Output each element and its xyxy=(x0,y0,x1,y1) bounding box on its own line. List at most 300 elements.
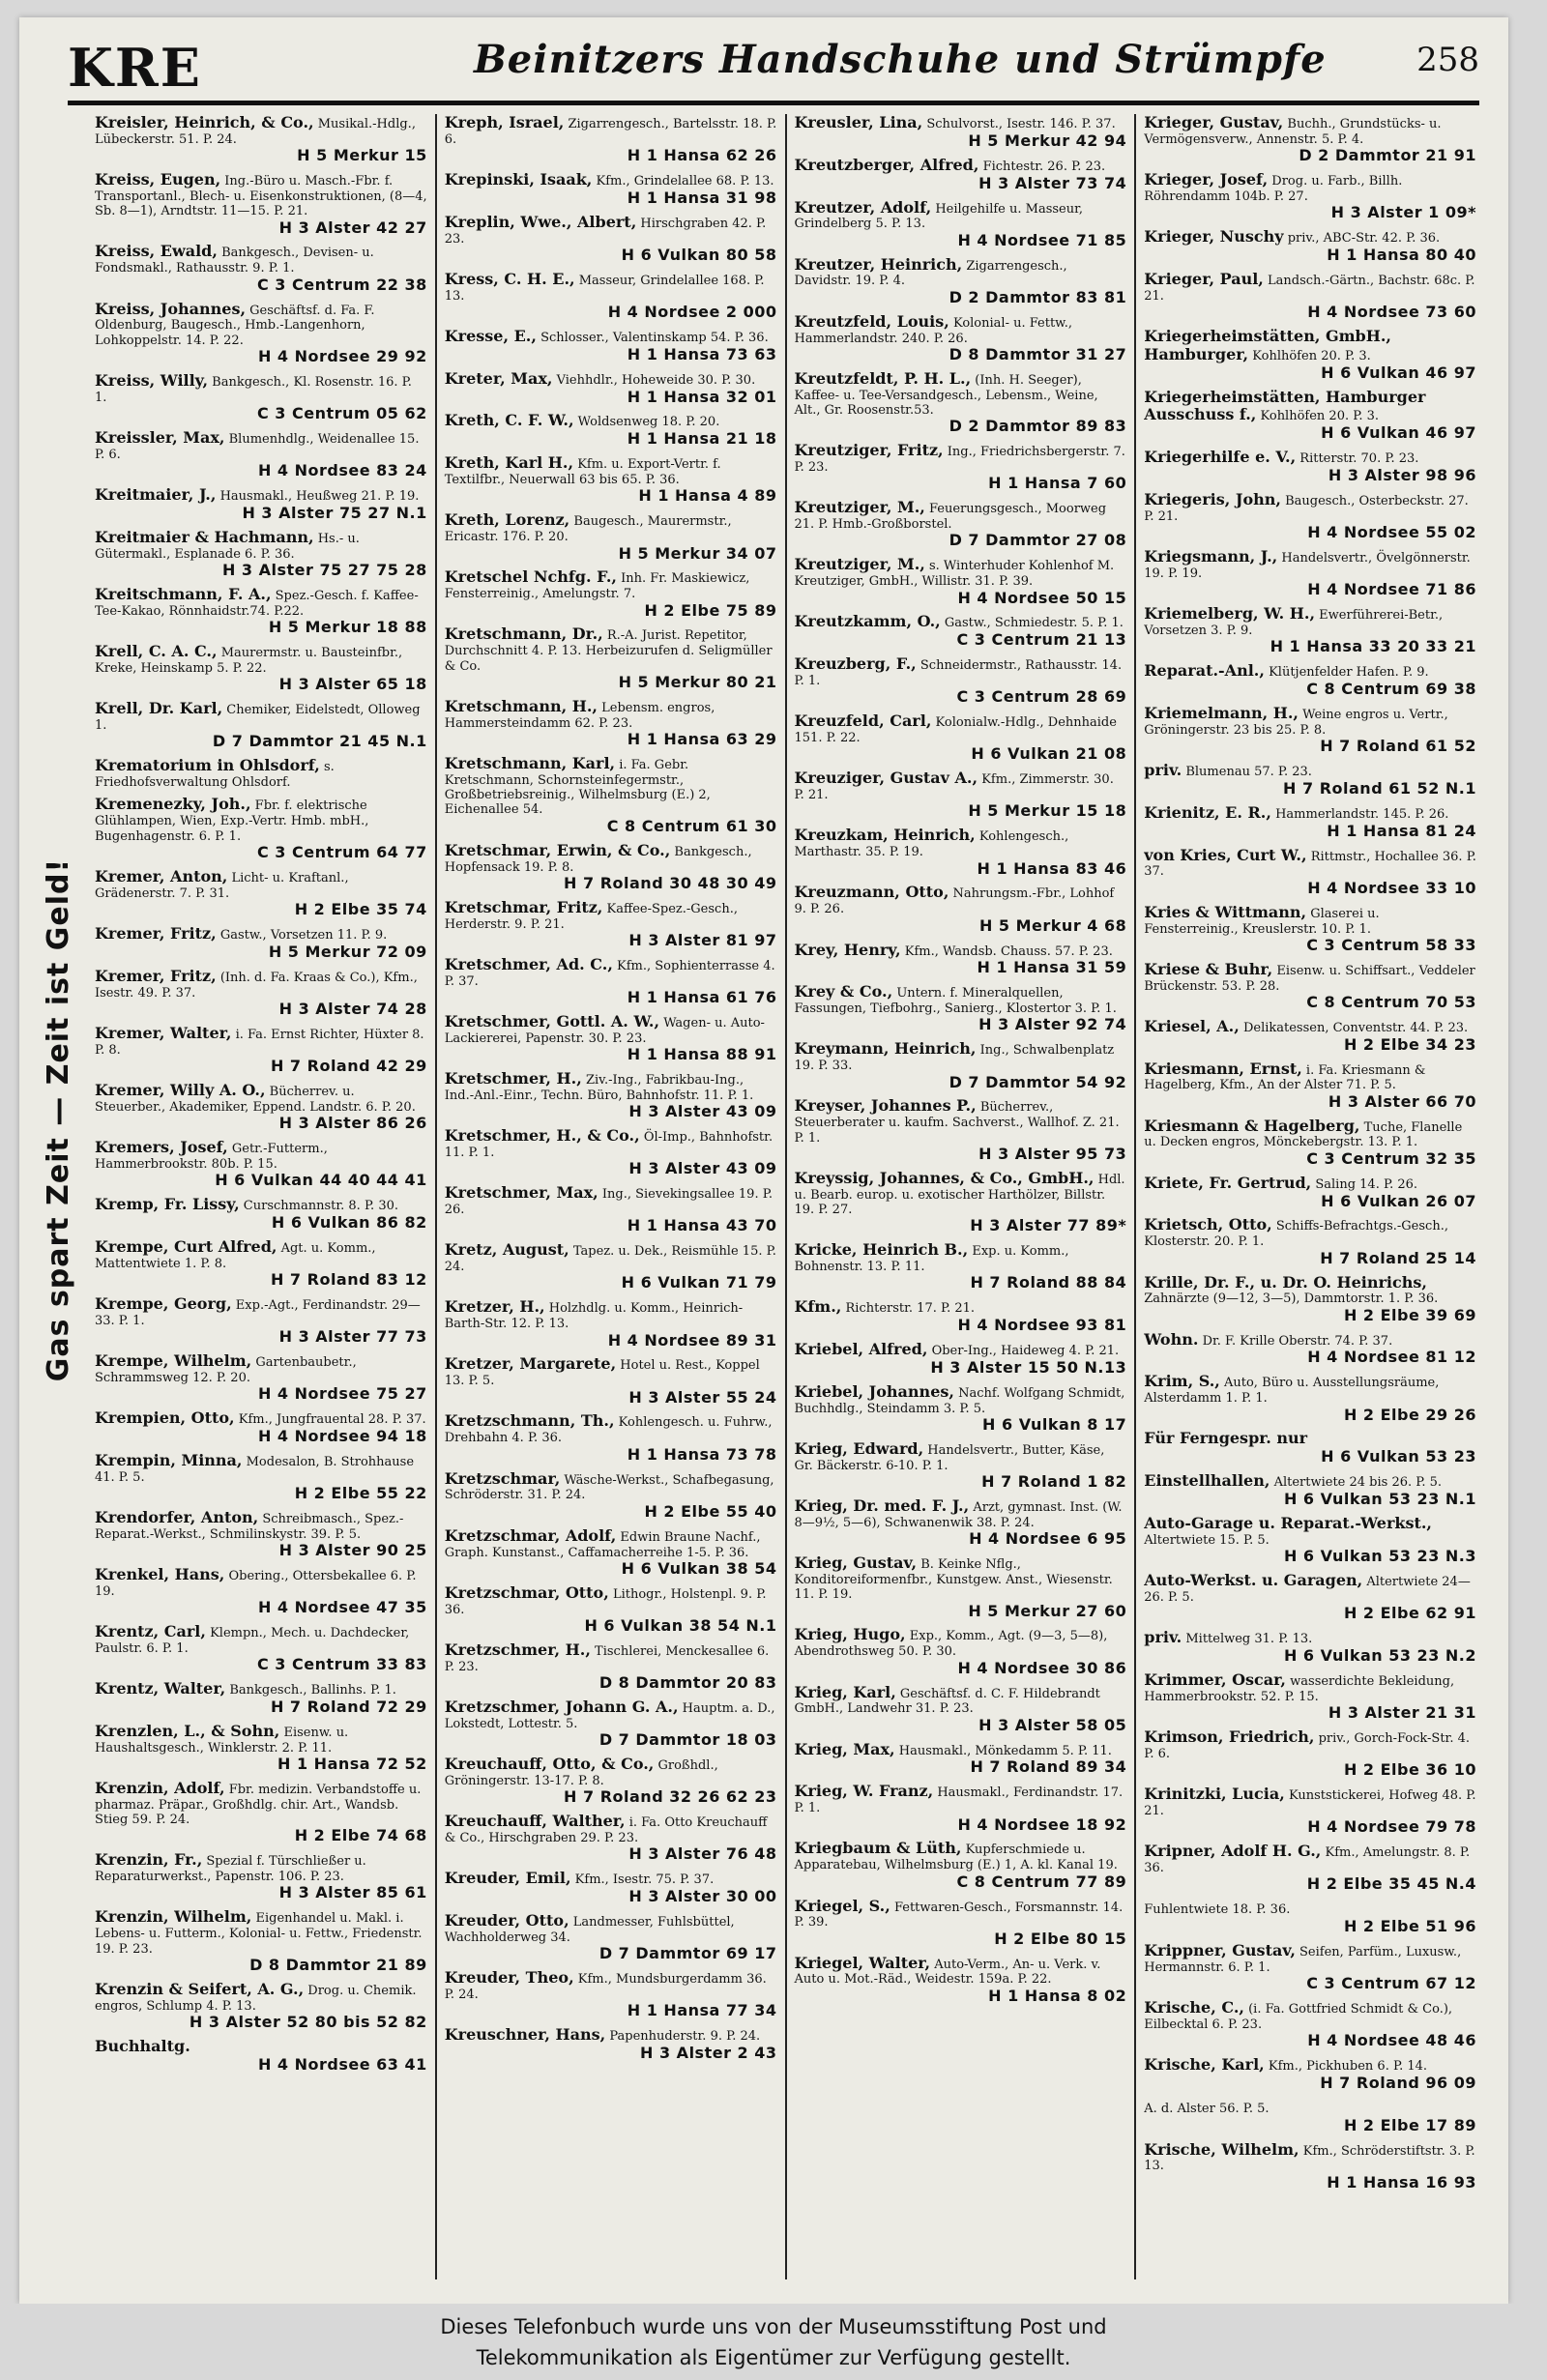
entry-description: Schulvorst., Isestr. 146. P. 37. xyxy=(926,117,1116,131)
listing-entry xyxy=(445,956,777,1007)
entry-name: Kreutziger, Fritz, xyxy=(794,441,944,460)
entry-description: i. Fa. Otto Kreuchauff & Co., Hirschgraben 29. P. 23. xyxy=(444,1815,768,1845)
listing-entry xyxy=(445,171,777,208)
listing-entry xyxy=(795,655,1127,707)
entry-description: Tischlerei, Menckesallee 6. P. 23. xyxy=(444,1643,770,1674)
entry-description: Kfm., Mundsburgerdamm 36. P. 24. xyxy=(444,1971,767,2002)
entry-name: Krieger, Gustav, xyxy=(1144,114,1284,131)
entry-name: Kreuchauff, Walther, xyxy=(444,1812,626,1831)
entry-phone: H 4 Nordsee 71 86 xyxy=(1307,580,1476,599)
entry-phone: H 3 Alster 21 31 xyxy=(1328,1703,1476,1723)
entry-description: Hirschgraben 42. P. 23. xyxy=(444,216,767,247)
entry-phone: H 7 Roland 72 29 xyxy=(270,1697,427,1716)
entry-description: Großhdl., Gröningerstr. 13-17. P. 8. xyxy=(444,1757,718,1788)
entry-description: Kfm., Isestr. 75. P. 37. xyxy=(574,1872,715,1888)
entry-name: Kretschmer, Ad. C., xyxy=(444,954,613,973)
entry-name: Kreuchauff, Otto, & Co., xyxy=(444,1754,655,1773)
entry-phone: H 1 Hansa 77 34 xyxy=(627,2001,777,2020)
listing-entry xyxy=(95,1509,427,1560)
entry-name: Krell, Dr. Karl, xyxy=(95,699,223,718)
listing-entry xyxy=(95,1981,427,2032)
entry-description: Nahrungsm.-Fbr., Lohhof 9. P. 26. xyxy=(794,886,1115,917)
entry-name: Krimmer, Oscar, xyxy=(1144,1669,1286,1689)
entry-phone: H 3 Alster 65 18 xyxy=(278,675,427,694)
entry-name: Kreth, Lorenz, xyxy=(444,510,570,530)
entry-description: Fbr. f. elektrische Glühlampen, Wien, Exp.-Vertr. Hmb. mbH., Bugenhagenstr. 6. P. 1. xyxy=(95,798,369,844)
listing-entry xyxy=(795,1898,1127,1949)
entry-name: Kremenezky, Joh., xyxy=(95,795,251,814)
entry-description: Hs.- u. Gütermakl., Esplanade 6. P. 36. xyxy=(95,531,360,562)
entry-name: Kriegerheimstätten, GmbH., Hamburger, xyxy=(1144,326,1391,363)
entry-phone: H 4 Nordsee 55 02 xyxy=(1307,523,1476,542)
entry-description: Lebensm. engros, Hammersteindamm 62. P. 23. xyxy=(444,700,715,731)
listing-entry xyxy=(95,643,427,694)
listing-entry xyxy=(95,1139,427,1190)
listing-entry xyxy=(795,983,1127,1034)
header-advertisement: Beinitzers Handschuhe und Strümpfe xyxy=(474,37,1327,82)
entry-phone: H 6 Vulkan 8 17 xyxy=(982,1415,1127,1435)
entry-phone: H 5 Merkur 15 xyxy=(297,146,427,165)
entry-name: Krenzin, Adolf, xyxy=(95,1778,225,1797)
entry-name: Kreuzfeld, Carl, xyxy=(794,711,932,731)
entry-name: Kriebel, Alfred, xyxy=(794,1340,928,1359)
listing-entry xyxy=(795,827,1127,878)
entry-name: Kretschmann, H., xyxy=(444,696,598,715)
listing-entry xyxy=(95,796,427,861)
entry-description: Dr. F. Krille Oberstr. 74. P. 37. xyxy=(1202,1333,1393,1349)
entry-phone: H 4 Nordsee 6 95 xyxy=(969,1529,1127,1549)
entry-name: priv. xyxy=(1144,1628,1182,1647)
listing-entry xyxy=(1144,548,1476,599)
entry-phone: H 5 Merkur 34 07 xyxy=(618,543,777,563)
entry-description: Saling 14. P. 26. xyxy=(1315,1176,1418,1192)
entry-name: Kresse, E., xyxy=(444,326,537,345)
listing-entry xyxy=(95,486,427,523)
entry-name: Krempe, Curt Alfred, xyxy=(95,1236,277,1256)
entry-name: Kretzer, Margarete, xyxy=(444,1354,617,1374)
entry-description: Kupferschmiede u. Apparatebau, Wilhelmsburg (E.) 1, A. kl. Kanal 19. xyxy=(794,1843,1118,1873)
entry-phone: H 4 Nordsee 30 86 xyxy=(957,1658,1127,1677)
listing-entry xyxy=(1144,491,1476,542)
entry-phone: H 7 Roland 83 12 xyxy=(270,1269,427,1289)
listing-entry xyxy=(445,1969,777,2020)
entry-name: Kreissler, Max, xyxy=(95,428,225,448)
entry-description: (Inh. H. Seeger), Kaffee- u. Tee-Versandgesch., Lebensm., Weine, Alt., Gr. Roosenstr.53. xyxy=(794,372,1098,418)
entry-description: Feuerungsgesch., Moorweg 21. P. Hmb.-Großborstel. xyxy=(794,502,1107,533)
entry-phone: C 3 Centrum 05 62 xyxy=(256,404,427,423)
listing-entry xyxy=(95,1566,427,1617)
entry-name: Kriegel, S., xyxy=(794,1896,890,1915)
entry-name: Kriemelberg, W. H., xyxy=(1144,604,1316,624)
entry-description: Gartenbaubetr., Schrammsweg 12. P. 20. xyxy=(95,1354,357,1385)
entry-name: Kretzer, H., xyxy=(444,1297,545,1317)
entry-description: Tuche, Flanelle u. Decken engros, Mönckebergstr. 13. P. 1. xyxy=(1144,1119,1463,1150)
entry-phone: H 7 Roland 89 34 xyxy=(970,1757,1127,1777)
entry-name: Kriegerheimstätten, Hamburger Ausschuss f., xyxy=(1144,387,1426,424)
entry-name: Buchhaltg. xyxy=(95,2036,190,2055)
entry-phone: H 3 Alster 2 43 xyxy=(640,2043,777,2062)
entry-phone: H 2 Elbe 74 68 xyxy=(294,1826,427,1845)
entry-name: Kreuder, Otto, xyxy=(444,1910,569,1930)
entry-description: Exp. u. Komm., Bohnenstr. 13. P. 11. xyxy=(794,1244,1069,1275)
entry-name: Krieger, Nuschy xyxy=(1144,227,1284,247)
entry-name: Kreth, C. F. W., xyxy=(444,411,574,430)
entry-phone: H 4 Nordsee 94 18 xyxy=(257,1426,427,1445)
listing-entry xyxy=(1144,1999,1476,2050)
entry-description: Gastw., Vorsetzen 11. P. 9. xyxy=(219,927,388,943)
entry-phone: H 1 Hansa 7 60 xyxy=(988,474,1127,493)
entry-name: Krentz, Carl, xyxy=(95,1621,206,1640)
entry-phone: H 1 Hansa 73 63 xyxy=(627,344,777,363)
entry-phone: H 7 Roland 42 29 xyxy=(270,1056,427,1075)
entry-name: Kfm., xyxy=(794,1297,842,1317)
entry-phone: D 8 Dammtor 31 27 xyxy=(949,344,1127,363)
entry-name: Kremp, Fr. Lissy, xyxy=(95,1194,240,1213)
entry-phone: H 3 Alster 77 89* xyxy=(970,1216,1127,1235)
entry-name: Kreutzfeld, Louis, xyxy=(794,311,949,331)
listing-entry xyxy=(445,899,777,950)
entry-description: Schlosser., Valentinskamp 54. P. 36. xyxy=(540,330,769,345)
entry-description: Edwin Braune Nachf., Graph. Kunstanst., Caffamacherreihe 1-5. P. 36. xyxy=(444,1529,761,1560)
page-header xyxy=(68,33,1479,105)
entry-description: Kfm., Sophienterrasse 4. P. 37. xyxy=(444,958,775,989)
entry-phone: D 2 Dammtor 21 91 xyxy=(1299,146,1476,165)
entry-phone: H 7 Roland 61 52 xyxy=(1320,737,1476,756)
entry-name: Kretzschmer, Johann G. A., xyxy=(444,1697,679,1716)
entry-name: Kremer, Fritz, xyxy=(95,923,217,943)
entry-phone: H 3 Alster 92 74 xyxy=(978,1015,1127,1034)
entry-phone: H 3 Alster 77 73 xyxy=(278,1326,427,1346)
listing-entry xyxy=(445,1813,777,1864)
entry-description: Mittelweg 31. P. 13. xyxy=(1185,1632,1313,1647)
entry-name: Kreph, Israel, xyxy=(444,114,565,131)
entry-phone: H 3 Alster 58 05 xyxy=(978,1715,1127,1734)
entry-name: Krenzin, Fr., xyxy=(95,1850,203,1870)
entry-description: Hammerlandstr. 145. P. 26. xyxy=(1275,806,1449,822)
entry-name: von Kries, Curt W., xyxy=(1144,845,1307,864)
listing-entry xyxy=(1144,1785,1476,1837)
entry-phone: H 6 Vulkan 21 08 xyxy=(971,744,1127,764)
listing-entry xyxy=(445,271,777,322)
listing-entry xyxy=(795,499,1127,550)
entry-name: Kreter, Max, xyxy=(444,368,553,388)
entry-phone: C 8 Centrum 77 89 xyxy=(956,1872,1127,1891)
entry-name: Kriete, Fr. Gertrud, xyxy=(1144,1173,1312,1192)
listing-entry xyxy=(445,1127,777,1178)
entry-description: Altertwiete 24—26. P. 5. xyxy=(1144,1575,1471,1605)
entry-name: Krempe, Wilhelm, xyxy=(95,1350,252,1370)
entry-phone: C 3 Centrum 33 83 xyxy=(256,1655,427,1674)
entry-description: Bankgesch., Ballinhs. P. 1. xyxy=(229,1682,396,1698)
listing-entry xyxy=(445,1870,777,1906)
entry-name: Krey, Henry, xyxy=(794,940,901,959)
entry-phone: H 2 Elbe 34 23 xyxy=(1343,1034,1476,1054)
entry-description: Wagen- u. Auto-Lackiererei, Papenstr. 30. P. 23. xyxy=(444,1015,765,1046)
entry-description: Schreibmasch., Spez.-Reparat.-Werkst., Schmilinskystr. 39. P. 5. xyxy=(95,1511,404,1542)
entry-name: Kreutzfeldt, P. H. L., xyxy=(794,368,972,388)
entry-description: Handelsvertr., Övelgönnerstr. 19. P. 19. xyxy=(1144,551,1471,581)
listing-entry xyxy=(1144,1728,1476,1780)
listing-entry xyxy=(95,1780,427,1845)
listing-entry xyxy=(1144,961,1476,1012)
entry-description: Geschäftsf. d. C. F. Hildebrandt GmbH., Landwehr 31. P. 23. xyxy=(794,1686,1100,1717)
listing-entry xyxy=(1144,1274,1476,1325)
entry-description: Handelsvertr., Butter, Käse, Gr. Bäckerstr. 6-10. P. 1. xyxy=(794,1442,1105,1473)
listing-entry xyxy=(445,412,777,449)
entry-name: Kretzschmann, Th., xyxy=(444,1411,615,1431)
listing-entry xyxy=(445,2026,777,2063)
entry-description: Nachf. Wolfgang Schmidt, Buchhdlg., Steindamm 3. P. 5. xyxy=(794,1385,1125,1416)
entry-phone: H 3 Alster 15 50 N.13 xyxy=(930,1357,1127,1377)
entry-description: Ing.-Büro u. Masch.-Fbr. f. Transportanl., Blech- u. Eisenkonstruktionen, (8—4, Sb. 8—1), Arndtstr. 11—15. P. 21. xyxy=(95,174,427,219)
entry-phone: D 2 Dammtor 89 83 xyxy=(949,417,1127,436)
entry-phone: C 3 Centrum 67 12 xyxy=(1306,1974,1476,1993)
entry-description: Kfm., Amelungstr. 8. P. 36. xyxy=(1144,1845,1471,1875)
entry-description: Wäsche-Werkst., Schafbegasung, Schröderstr. 31. P. 24. xyxy=(444,1472,774,1503)
entry-description: Kfm., Pickhuben 6. P. 14. xyxy=(1268,2059,1428,2075)
listing-entry xyxy=(95,372,427,423)
entry-name: Kreuzkam, Heinrich, xyxy=(794,826,976,845)
entry-phone: H 6 Vulkan 38 54 xyxy=(621,1558,777,1578)
listing-entry xyxy=(95,1352,427,1404)
entry-description: Kfm. u. Export-Vertr. f. Textilfbr., Neuerwall 63 bis 65. P. 36. xyxy=(444,457,721,488)
listing-entry xyxy=(1144,804,1476,841)
entry-description: priv., ABC-Str. 42. P. 36. xyxy=(1287,231,1441,247)
entry-description: Holzhdlg. u. Komm., Heinrich-Barth-Str. 12. P. 13. xyxy=(444,1301,744,1332)
entry-phone: H 7 Roland 61 52 N.1 xyxy=(1283,778,1476,798)
entry-name: Kreyssig, Johannes, & Co., GmbH., xyxy=(794,1168,1095,1187)
entry-phone: H 4 Nordsee 81 12 xyxy=(1307,1348,1476,1367)
listing-entry xyxy=(95,429,427,480)
listing-entry xyxy=(95,1082,427,1133)
entry-name: Krempe, Georg, xyxy=(95,1293,232,1313)
listing-entry xyxy=(1144,1373,1476,1424)
entry-description: Blumenhdlg., Weidenallee 15. P. 6. xyxy=(95,432,420,462)
entry-phone: H 1 Hansa 80 40 xyxy=(1327,246,1476,265)
entry-name: Kress, C. H. E., xyxy=(444,269,575,288)
listing-entry xyxy=(795,256,1127,307)
entry-description: Gastw., Schmiedestr. 5. P. 1. xyxy=(944,616,1124,631)
entry-phone: C 3 Centrum 64 77 xyxy=(256,842,427,861)
listing-entry xyxy=(95,114,427,165)
entry-phone: H 6 Vulkan 26 07 xyxy=(1321,1191,1476,1210)
listing-entry xyxy=(445,114,777,165)
entry-name: Kretschel Nchfg. F., xyxy=(444,567,617,587)
entry-name: Kreutzkamm, O., xyxy=(794,612,941,631)
listing-entry xyxy=(95,868,427,919)
entry-description: Hdl. u. Bearb. europ. u. exotischer Harthölzer, Billstr. 19. P. 27. xyxy=(794,1172,1125,1218)
entry-description: Auto, Büro u. Ausstellungsräume, Alsterdamm 1. P. 1. xyxy=(1144,1376,1440,1407)
entry-phone: H 6 Vulkan 53 23 N.2 xyxy=(1283,1645,1476,1665)
entry-phone: H 3 Alster 81 97 xyxy=(628,930,777,949)
listing-entry xyxy=(1144,605,1476,656)
entry-phone: H 1 Hansa 31 59 xyxy=(977,958,1127,977)
entry-phone: H 2 Elbe 55 40 xyxy=(644,1501,777,1521)
listing-entry xyxy=(795,1840,1127,1891)
entry-name: Kretz, August, xyxy=(444,1240,569,1260)
listing-entry xyxy=(445,454,777,506)
entry-phone: H 2 Elbe 36 10 xyxy=(1343,1760,1476,1780)
entry-phone: H 2 Elbe 80 15 xyxy=(994,1929,1127,1948)
entry-phone: C 3 Centrum 58 33 xyxy=(1306,935,1476,954)
entry-description: Schiffs-Befrachtgs.-Gesch., Klosterstr. 20. P. 1. xyxy=(1144,1219,1448,1250)
entry-description: Exp.-Agt., Ferdinandstr. 29—33. P. 1. xyxy=(95,1297,421,1328)
entry-description: Eisenw. u. Schiffsart., Veddeler Brückenstr. 53. P. 28. xyxy=(1144,963,1475,994)
footer-notice xyxy=(0,2304,1547,2380)
entry-phone: D 8 Dammtor 20 83 xyxy=(598,1672,777,1692)
entry-phone: H 6 Vulkan 86 82 xyxy=(271,1212,427,1232)
listing-entry xyxy=(1144,171,1476,222)
listing-entry xyxy=(795,1383,1127,1435)
entry-name: Krenzin, Wilhelm, xyxy=(95,1907,252,1927)
entry-description: Eisenw. u. Haushaltsgesch., Winklerstr. 2. P. 11. xyxy=(95,1725,349,1756)
listing-entry xyxy=(445,755,777,836)
entry-name: Krenzin & Seifert, A. G., xyxy=(95,1979,305,1998)
entry-phone: H 1 Hansa 81 24 xyxy=(1327,821,1476,840)
entry-name: Kriegsmann, J., xyxy=(1144,547,1278,566)
listing-entry xyxy=(1144,114,1476,165)
entry-phone: H 5 Merkur 42 94 xyxy=(968,131,1127,150)
entry-name: Krim, S., xyxy=(1144,1372,1220,1391)
listing-entry xyxy=(795,1626,1127,1677)
entry-name: Kreplin, Wwe., Albert, xyxy=(444,212,637,231)
entry-name: Kreuziger, Gustav A., xyxy=(794,769,978,788)
listing-entry xyxy=(95,925,427,962)
entry-phone: H 4 Nordsee 47 35 xyxy=(257,1598,427,1617)
entry-description: Bücherrev. u. Steuerber., Akademiker, Eppend. Landstr. 6. P. 20. xyxy=(95,1084,416,1115)
entry-description: i. Fa. Ernst Richter, Hüxter 8. P. 8. xyxy=(95,1027,424,1058)
entry-phone: H 1 Hansa 43 70 xyxy=(627,1216,777,1235)
entry-name: Kretschmer, H., & Co., xyxy=(444,1126,640,1146)
entry-description: Fichtestr. 26. P. 23. xyxy=(982,159,1106,174)
entry-phone: H 3 Alster 85 61 xyxy=(278,1883,427,1902)
listing-entry xyxy=(445,1241,777,1292)
entry-name: Krempien, Otto, xyxy=(95,1408,235,1427)
entry-description: Ritterstr. 70. P. 23. xyxy=(1299,451,1419,467)
listing-column xyxy=(437,114,787,2279)
entry-description: Eigenhandel u. Makl. i. Lebens- u. Futterm., Kolonial- u. Fettw., Friedenstr. 19. P. 23. xyxy=(95,1911,423,1957)
listing-entry xyxy=(795,884,1127,935)
listing-entry xyxy=(1144,1331,1476,1368)
entry-description: Bankgesch., Hopfensack 19. P. 8. xyxy=(444,844,752,875)
phonebook-page xyxy=(19,17,1508,2304)
entry-name: Krippner, Gustav, xyxy=(1144,1940,1296,1959)
entry-name: Kreuzberg, F., xyxy=(794,654,917,674)
entry-phone: H 1 Hansa 62 26 xyxy=(627,146,777,165)
entry-phone: H 7 Roland 96 09 xyxy=(1320,2073,1476,2092)
listing-entry xyxy=(445,625,777,691)
entry-name: Kretschmer, H., xyxy=(444,1069,582,1088)
listing-entry xyxy=(445,1756,777,1807)
entry-description: Altertwiete 15. P. 5. xyxy=(1144,1532,1270,1548)
listing-entry xyxy=(445,1641,777,1693)
entry-name: Kriese & Buhr, xyxy=(1144,959,1273,978)
entry-name: Krieg, Dr. med. F. J., xyxy=(794,1495,970,1515)
entry-description: Hauptm. a. D., Lokstedt, Lottestr. 5. xyxy=(444,1700,775,1731)
entry-name: Krepinski, Isaak, xyxy=(444,170,593,189)
entry-name: Kriegel, Walter, xyxy=(794,1953,931,1972)
entry-description: B. Keinke Nflg., Konditoreiformenfbr., Kunstgew. Anst., Wiesenstr. 11. P. 19. xyxy=(794,1557,1113,1603)
entry-name: Kreiss, Johannes, xyxy=(95,299,247,318)
entry-name: Kreuder, Emil, xyxy=(444,1869,571,1888)
entry-phone: H 3 Alster 74 28 xyxy=(278,999,427,1018)
entry-phone: H 3 Alster 43 09 xyxy=(628,1102,777,1121)
entry-description: Kohlhöfen 20. P. 3. xyxy=(1260,409,1380,424)
entry-name: Einstellhallen, xyxy=(1144,1471,1270,1491)
entry-phone: H 4 Nordsee 93 81 xyxy=(957,1316,1127,1335)
listing-entry xyxy=(445,568,777,620)
listing-entry xyxy=(795,370,1127,436)
entry-phone: H 3 Alster 1 09* xyxy=(1330,203,1476,222)
entry-phone: H 7 Roland 30 48 30 49 xyxy=(564,873,777,892)
entry-phone: H 7 Roland 25 14 xyxy=(1320,1248,1476,1267)
entry-name: Kremer, Anton, xyxy=(95,866,228,885)
entry-description: Exp., Komm., Agt. (9—3, 5—8), Abendrothsweg 50. P. 30. xyxy=(794,1629,1108,1660)
listing-entry xyxy=(445,1070,777,1121)
entry-description: Hotel u. Rest., Koppel 13. P. 5. xyxy=(444,1358,760,1389)
entry-phone: H 4 Nordsee 89 31 xyxy=(607,1330,777,1350)
entry-phone: H 6 Vulkan 44 40 44 41 xyxy=(215,1171,427,1190)
entry-phone: H 3 Alster 98 96 xyxy=(1328,466,1476,485)
entry-description: Zigarrengesch., Bartelsstr. 18. P. 6. xyxy=(444,117,777,147)
entry-name: Kreyser, Johannes P., xyxy=(794,1096,977,1116)
entry-description: Getr.-Futterm., Hammerbrookstr. 80b. P. 15. xyxy=(95,1141,328,1172)
entry-phone: H 5 Merkur 4 68 xyxy=(978,915,1127,935)
entry-description: Ing., Schwalbenplatz 19. P. 33. xyxy=(794,1043,1115,1074)
entry-name: Kremer, Walter, xyxy=(95,1023,232,1042)
entry-name: Kreymann, Heinrich, xyxy=(794,1039,977,1059)
entry-phone: H 6 Vulkan 46 97 xyxy=(1321,423,1476,443)
entry-description: Papenhuderstr. 9. P. 24. xyxy=(609,2029,761,2044)
entry-description: Maurermstr. u. Bausteinfbr., Kreke, Heinskamp 5. P. 22. xyxy=(95,646,403,676)
entry-name: Kretzschmar, Adolf, xyxy=(444,1525,617,1545)
listing-entry xyxy=(1144,2056,1476,2093)
entry-name: Kreutziger, M., xyxy=(794,498,925,517)
entry-description: Klütjenfelder Hafen. P. 9. xyxy=(1269,665,1429,681)
entry-name: Krieger, Paul, xyxy=(1144,269,1264,288)
listing-entry xyxy=(1144,1572,1476,1623)
entry-description: Tapez. u. Dek., Reismühle 15. P. 24. xyxy=(444,1244,776,1275)
entry-phone: H 3 Alster 43 09 xyxy=(628,1159,777,1178)
entry-description: Kfm., Jungfrauental 28. P. 37. xyxy=(238,1411,426,1427)
entry-description: Klempn., Mech. u. Dachdecker, Paulstr. 6. P. 1. xyxy=(95,1625,410,1656)
listing-entry xyxy=(445,1355,777,1407)
listing-entry xyxy=(795,442,1127,493)
entry-description: Kohlhöfen 20. P. 3. xyxy=(1252,348,1371,363)
entry-description: Kolonialw.-Hdlg., Dehnhaide 151. P. 22. xyxy=(794,715,1117,746)
entry-description: Kfm., Zimmerstr. 30. P. 21. xyxy=(794,772,1114,803)
entry-name: Auto-Garage u. Reparat.-Werkst., xyxy=(1144,1513,1432,1532)
entry-description: Richterstr. 17. P. 21. xyxy=(845,1301,976,1317)
entry-name: Krimson, Friedrich, xyxy=(1144,1727,1315,1746)
entry-description: Baugesch., Maurermstr., Ericastr. 176. P. 20. xyxy=(444,514,732,545)
entry-description: Ziv.-Ing., Fabrikbau-Ing., Ind.-Anl.-Einr., Techn. Büro, Bahnhofstr. 11. P. 1. xyxy=(444,1073,754,1103)
entry-name: Krische, Wilhelm, xyxy=(1144,2139,1299,2159)
entry-name: Kreiss, Eugen, xyxy=(95,170,221,189)
entry-phone: H 2 Elbe 35 45 N.4 xyxy=(1306,1874,1476,1894)
entry-phone: H 2 Elbe 55 22 xyxy=(294,1483,427,1502)
listing-entry xyxy=(795,1554,1127,1620)
listing-entry xyxy=(1144,271,1476,322)
listing-entry xyxy=(1144,762,1476,798)
entry-description: Bücherrev., Steuerberater u. kaufm. Sachverst., Wallhof. Z. 21. P. 1. xyxy=(794,1100,1120,1146)
footer-line: Telekommunikation als Eigentümer zur Verfügung gestellt. xyxy=(476,2346,1071,2369)
entry-phone: C 3 Centrum 22 38 xyxy=(256,275,427,294)
entry-phone: H 4 Nordsee 75 27 xyxy=(257,1384,427,1404)
entry-name: Kreitmaier & Hachmann, xyxy=(95,527,314,546)
entry-description: Agt. u. Komm., Mattentwiete 1. P. 8. xyxy=(95,1240,376,1271)
entry-description: Kfm., Grindelallee 68. P. 13. xyxy=(596,174,774,189)
